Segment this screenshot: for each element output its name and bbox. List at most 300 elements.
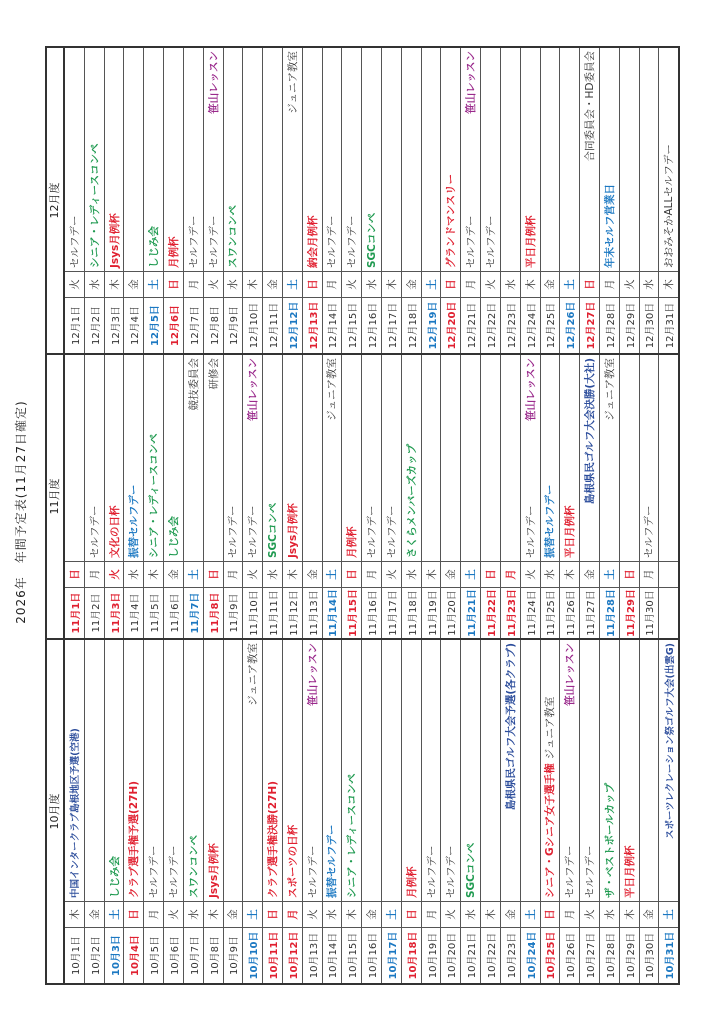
event-item: シニア・レディースコンペ [148, 433, 161, 558]
date-cell: 12月10日 [243, 297, 262, 353]
date-cell: 10月9日 [224, 927, 243, 983]
event-cell [85, 355, 104, 561]
weekday-cell: 火 [342, 271, 361, 297]
date-cell: 10月29日 [620, 927, 639, 983]
event-cell [342, 48, 361, 271]
weekday-cell: 水 [323, 901, 342, 927]
event-cell [640, 355, 659, 561]
date-cell: 12月17日 [382, 297, 401, 353]
event-cell [521, 355, 540, 561]
event-item: シニア・Gシニア女子選手権 [544, 763, 557, 898]
weekday-cell: 金 [441, 561, 460, 587]
date-cell: 11月15日 [342, 587, 361, 638]
weekday-cell: 金 [640, 901, 659, 927]
date-cell: 11月25日 [541, 587, 560, 638]
date-cell: 12月28日 [600, 297, 619, 353]
event-cell [124, 48, 143, 271]
weekday-cell: 日 [441, 271, 460, 297]
event-cell [461, 355, 480, 561]
date-cell: 10月25日 [541, 927, 560, 983]
event-item: シニア・レディースコンペ [346, 773, 359, 898]
date-cell: 11月26日 [560, 587, 579, 638]
date-cell: 10月23日 [501, 927, 520, 983]
event-cell [580, 640, 599, 901]
table-row [600, 640, 620, 983]
event-item: SGCコンペ [267, 502, 280, 558]
event-cell [144, 48, 163, 271]
event-cell [184, 355, 203, 561]
table-row [184, 640, 204, 983]
table-row [521, 48, 541, 353]
event-item: ジュニア教室 [247, 643, 260, 706]
weekday-cell: 月 [461, 271, 480, 297]
date-cell: 11月16日 [362, 587, 381, 638]
weekday-cell: 金 [501, 901, 520, 927]
table-row [580, 48, 600, 353]
table-row [342, 355, 362, 638]
event-cell [541, 48, 560, 271]
table-row [560, 355, 580, 638]
event-item: 納会月例杯 [306, 215, 319, 268]
date-cell: 12月7日 [184, 297, 203, 353]
table-row [283, 640, 303, 983]
table-row [124, 355, 144, 638]
event-item: セルフデー [484, 215, 497, 268]
event-cell [382, 640, 401, 901]
event-cell [620, 355, 639, 561]
event-cell [521, 48, 540, 271]
weekday-cell: 木 [243, 271, 262, 297]
table-row [441, 48, 461, 353]
event-item: 笹山レッスン [247, 358, 260, 421]
event-cell [85, 640, 104, 901]
table-row [441, 355, 461, 638]
event-cell [640, 640, 659, 901]
schedule-table [45, 46, 680, 985]
event-item: セルフデー [425, 845, 438, 898]
table-row [243, 640, 263, 983]
table-row [620, 640, 640, 983]
event-item: 競技委員会 [187, 358, 200, 411]
event-cell [422, 48, 441, 271]
weekday-cell: 水 [85, 271, 104, 297]
table-row [362, 355, 382, 638]
table-row [521, 640, 541, 983]
event-cell [342, 355, 361, 561]
table-row [382, 48, 402, 353]
event-cell [204, 355, 223, 561]
table-row [422, 640, 442, 983]
table-row [105, 640, 125, 983]
event-item: 振替セルフデー [128, 484, 141, 558]
weekday-cell: 火 [481, 271, 500, 297]
table-row [461, 640, 481, 983]
event-item: 平日月例杯 [623, 845, 636, 898]
event-item: Jsys月例杯 [286, 503, 299, 558]
weekday-cell: 木 [342, 901, 361, 927]
table-row [144, 640, 164, 983]
event-cell [105, 48, 124, 271]
date-cell: 11月17日 [382, 587, 401, 638]
event-item: 笹山レッスン [306, 643, 319, 706]
table-row [560, 640, 580, 983]
event-cell [501, 355, 520, 561]
event-cell [481, 640, 500, 901]
weekday-cell: 土 [422, 271, 441, 297]
weekday-cell: 月 [224, 561, 243, 587]
table-row [501, 48, 521, 353]
table-row [184, 355, 204, 638]
date-cell: 12月5日 [144, 297, 163, 353]
table-row [659, 640, 678, 983]
weekday-cell: 日 [402, 901, 421, 927]
table-row [620, 48, 640, 353]
table-row [184, 48, 204, 353]
date-cell: 10月16日 [362, 927, 381, 983]
event-item: ジュニア教室 [544, 696, 557, 760]
weekday-cell: 火 [243, 561, 262, 587]
date-cell: 12月12日 [283, 297, 302, 353]
table-row [481, 48, 501, 353]
event-item: スポーツの日杯 [286, 824, 299, 898]
date-cell: 12月24日 [521, 297, 540, 353]
event-item: 振替セルフデー [326, 824, 339, 898]
event-cell [303, 640, 322, 901]
table-row [481, 640, 501, 983]
weekday-cell: 土 [283, 271, 302, 297]
event-item: セルフデー [207, 215, 220, 268]
event-cell [105, 640, 124, 901]
table-row [600, 48, 620, 353]
weekday-cell: 金 [362, 901, 381, 927]
event-item: 島根県民ゴルフ大会予選(各クラブ) [504, 643, 517, 811]
event-cell [481, 355, 500, 561]
event-cell [481, 48, 500, 271]
date-cell: 12月23日 [501, 297, 520, 353]
date-cell: 10月22日 [481, 927, 500, 983]
event-cell [243, 355, 262, 561]
date-cell: 12月26日 [560, 297, 579, 353]
event-cell [124, 355, 143, 561]
event-cell [283, 48, 302, 271]
event-item: 年末セルフ営業日 [603, 184, 616, 268]
weekday-cell: 水 [541, 561, 560, 587]
weekday-cell: 木 [521, 271, 540, 297]
table-row [620, 355, 640, 638]
date-cell: 11月22日 [481, 587, 500, 638]
weekday-cell: 月 [283, 901, 302, 927]
event-cell [224, 355, 243, 561]
date-cell: 11月12日 [283, 587, 302, 638]
event-item: クラブ選手権決勝(27H) [267, 781, 280, 898]
weekday-cell: 土 [243, 901, 262, 927]
date-cell: 11月19日 [422, 587, 441, 638]
date-cell: 11月4日 [124, 587, 143, 638]
event-cell [303, 355, 322, 561]
event-cell [184, 640, 203, 901]
weekday-cell: 月 [323, 271, 342, 297]
weekday-cell: 水 [600, 901, 619, 927]
event-cell [560, 48, 579, 271]
table-row [541, 640, 561, 983]
table-row [144, 355, 164, 638]
date-cell: 11月23日 [501, 587, 520, 638]
event-item: セルフデー [524, 505, 537, 558]
event-cell [560, 355, 579, 561]
event-item: セルフデー [366, 505, 379, 558]
event-cell [263, 355, 282, 561]
date-cell: 10月31日 [659, 927, 678, 983]
date-cell: 11月3日 [105, 587, 124, 638]
weekday-cell: 日 [263, 901, 282, 927]
event-item: しじみ会 [148, 226, 161, 268]
event-cell [204, 640, 223, 901]
date-cell: 12月20日 [441, 297, 460, 353]
event-cell [382, 48, 401, 271]
table-row [560, 48, 580, 353]
weekday-cell: 月 [560, 901, 579, 927]
date-cell: 12月1日 [65, 297, 84, 353]
event-item: セルフデー [326, 215, 339, 268]
table-row [303, 640, 323, 983]
date-cell [659, 587, 678, 638]
event-item: 笹山レッスン [465, 51, 478, 114]
event-item: 文化の日杯 [108, 505, 121, 558]
event-item: 合同委員会・HD委員会 [584, 51, 597, 162]
table-row [481, 355, 501, 638]
event-item: セルフデー [247, 505, 260, 558]
table-row [402, 48, 422, 353]
weekday-cell: 日 [481, 561, 500, 587]
date-cell: 10月17日 [382, 927, 401, 983]
date-cell: 12月15日 [342, 297, 361, 353]
event-cell [204, 48, 223, 271]
event-item: シニア・レディースコンペ [88, 143, 101, 268]
date-cell: 11月30日 [640, 587, 659, 638]
event-item: 月例杯 [346, 526, 359, 558]
date-cell: 10月18日 [402, 927, 421, 983]
weekday-cell: 水 [184, 901, 203, 927]
date-cell: 12月18日 [402, 297, 421, 353]
weekday-cell: 土 [144, 271, 163, 297]
date-cell: 11月9日 [224, 587, 243, 638]
table-row [204, 640, 224, 983]
date-cell: 10月15日 [342, 927, 361, 983]
table-row [342, 640, 362, 983]
weekday-cell: 金 [85, 901, 104, 927]
table-row [164, 640, 184, 983]
weekday-cell: 木 [382, 271, 401, 297]
event-item: セルフデー [584, 845, 597, 898]
table-row [243, 48, 263, 353]
event-cell [362, 640, 381, 901]
weekday-cell: 水 [501, 271, 520, 297]
date-cell: 11月13日 [303, 587, 322, 638]
table-row [105, 48, 125, 353]
table-row [501, 355, 521, 638]
table-row [659, 355, 678, 638]
table-row [263, 640, 283, 983]
event-cell [441, 48, 460, 271]
event-cell [362, 355, 381, 561]
event-cell [521, 640, 540, 901]
date-cell: 10月2日 [85, 927, 104, 983]
date-cell: 12月22日 [481, 297, 500, 353]
event-item: セルフデー [643, 505, 656, 558]
event-cell [243, 48, 262, 271]
table-row [323, 640, 343, 983]
table-row [65, 355, 85, 638]
table-row [521, 355, 541, 638]
event-cell [224, 640, 243, 901]
event-cell [501, 640, 520, 901]
event-item: セルフデー [465, 215, 478, 268]
table-row [640, 355, 660, 638]
weekday-cell: 月 [600, 271, 619, 297]
date-cell: 11月20日 [441, 587, 460, 638]
table-row [224, 355, 244, 638]
date-cell: 10月8日 [204, 927, 223, 983]
date-cell: 11月27日 [580, 587, 599, 638]
event-cell [461, 48, 480, 271]
event-item: スワンコンペ [187, 835, 200, 898]
weekday-cell: 月 [640, 561, 659, 587]
weekday-cell: 金 [164, 561, 183, 587]
event-item: おおみそかALLセルフデー [663, 144, 676, 268]
table-row [164, 48, 184, 353]
date-cell: 11月18日 [402, 587, 421, 638]
event-item: セルフデー [346, 215, 359, 268]
page-title: 2026年 年間予定表(11月27日確定) [14, 400, 28, 624]
weekday-cell: 日 [204, 561, 223, 587]
date-cell: 12月9日 [224, 297, 243, 353]
weekday-cell: 木 [560, 561, 579, 587]
event-item: ジュニア教室 [603, 358, 616, 421]
event-item: 笹山レッスン [207, 51, 220, 114]
weekday-cell [659, 561, 678, 587]
date-cell: 12月30日 [640, 297, 659, 353]
event-cell [184, 48, 203, 271]
event-cell [65, 640, 84, 901]
date-cell: 10月5日 [144, 927, 163, 983]
event-cell [441, 640, 460, 901]
event-item: スワンコンペ [227, 205, 240, 268]
weekday-cell: 水 [124, 561, 143, 587]
table-row [461, 48, 481, 353]
table-row [144, 48, 164, 353]
event-item: セルフデー [445, 845, 458, 898]
weekday-cell: 水 [224, 271, 243, 297]
weekday-cell: 金 [124, 271, 143, 297]
event-item: セルフデー [148, 845, 161, 898]
weekday-cell: 日 [65, 561, 84, 587]
event-cell [65, 355, 84, 561]
table-row [303, 355, 323, 638]
event-item: セルフデー [68, 215, 81, 268]
event-cell [541, 355, 560, 561]
weekday-cell: 土 [659, 901, 678, 927]
date-cell: 11月1日 [65, 587, 84, 638]
date-cell: 11月24日 [521, 587, 540, 638]
event-cell [243, 640, 262, 901]
weekday-cell: 月 [501, 561, 520, 587]
event-cell [580, 48, 599, 271]
event-cell [441, 355, 460, 561]
date-cell: 11月10日 [243, 587, 262, 638]
event-item: セルフデー [564, 845, 577, 898]
table-row [283, 48, 303, 353]
weekday-cell: 金 [263, 271, 282, 297]
weekday-cell: 金 [402, 271, 421, 297]
month-header: 11月度 [47, 355, 65, 638]
weekday-cell: 火 [580, 901, 599, 927]
event-cell [659, 48, 678, 271]
weekday-cell: 火 [303, 901, 322, 927]
event-cell [422, 355, 441, 561]
date-cell: 10月4日 [124, 927, 143, 983]
date-cell: 10月7日 [184, 927, 203, 983]
weekday-cell: 日 [124, 901, 143, 927]
event-item: 島根県民ゴルフ大会決勝(大社) [584, 358, 597, 505]
date-cell: 12月2日 [85, 297, 104, 353]
event-item: Jsys月例杯 [108, 213, 121, 268]
event-cell [303, 48, 322, 271]
month-section [47, 353, 678, 638]
event-item: 振替セルフデー [544, 484, 557, 558]
date-cell: 10月21日 [461, 927, 480, 983]
table-row [85, 640, 105, 983]
event-item: SGCコンペ [366, 212, 379, 268]
date-cell: 11月28日 [600, 587, 619, 638]
table-row [382, 640, 402, 983]
event-cell [422, 640, 441, 901]
weekday-cell: 土 [461, 561, 480, 587]
event-item: 平日月例杯 [564, 505, 577, 558]
event-cell [164, 48, 183, 271]
table-row [580, 640, 600, 983]
weekday-cell: 金 [303, 561, 322, 587]
table-row [124, 48, 144, 353]
table-row [342, 48, 362, 353]
table-row [640, 48, 660, 353]
month-header: 12月度 [47, 48, 65, 353]
event-item: セルフデー [385, 505, 398, 558]
event-item: 中国インタークラブ島根地区予選(空港) [70, 728, 82, 898]
weekday-cell: 木 [481, 901, 500, 927]
weekday-cell: 木 [105, 271, 124, 297]
date-cell: 12月13日 [303, 297, 322, 353]
weekday-cell: 火 [620, 271, 639, 297]
event-cell [323, 355, 342, 561]
weekday-cell: 土 [382, 901, 401, 927]
event-item: しじみ会 [108, 856, 121, 898]
event-cell [224, 48, 243, 271]
event-item: 笹山レッスン [524, 358, 537, 421]
weekday-cell: 木 [65, 901, 84, 927]
weekday-cell: 火 [521, 561, 540, 587]
table-row [243, 355, 263, 638]
weekday-cell: 月 [362, 561, 381, 587]
event-cell [659, 640, 678, 901]
date-cell: 11月7日 [184, 587, 203, 638]
event-cell [501, 48, 520, 271]
table-row [224, 48, 244, 353]
weekday-cell: 木 [144, 561, 163, 587]
weekday-cell: 日 [303, 271, 322, 297]
table-row [105, 355, 125, 638]
event-cell [600, 355, 619, 561]
event-cell [65, 48, 84, 271]
